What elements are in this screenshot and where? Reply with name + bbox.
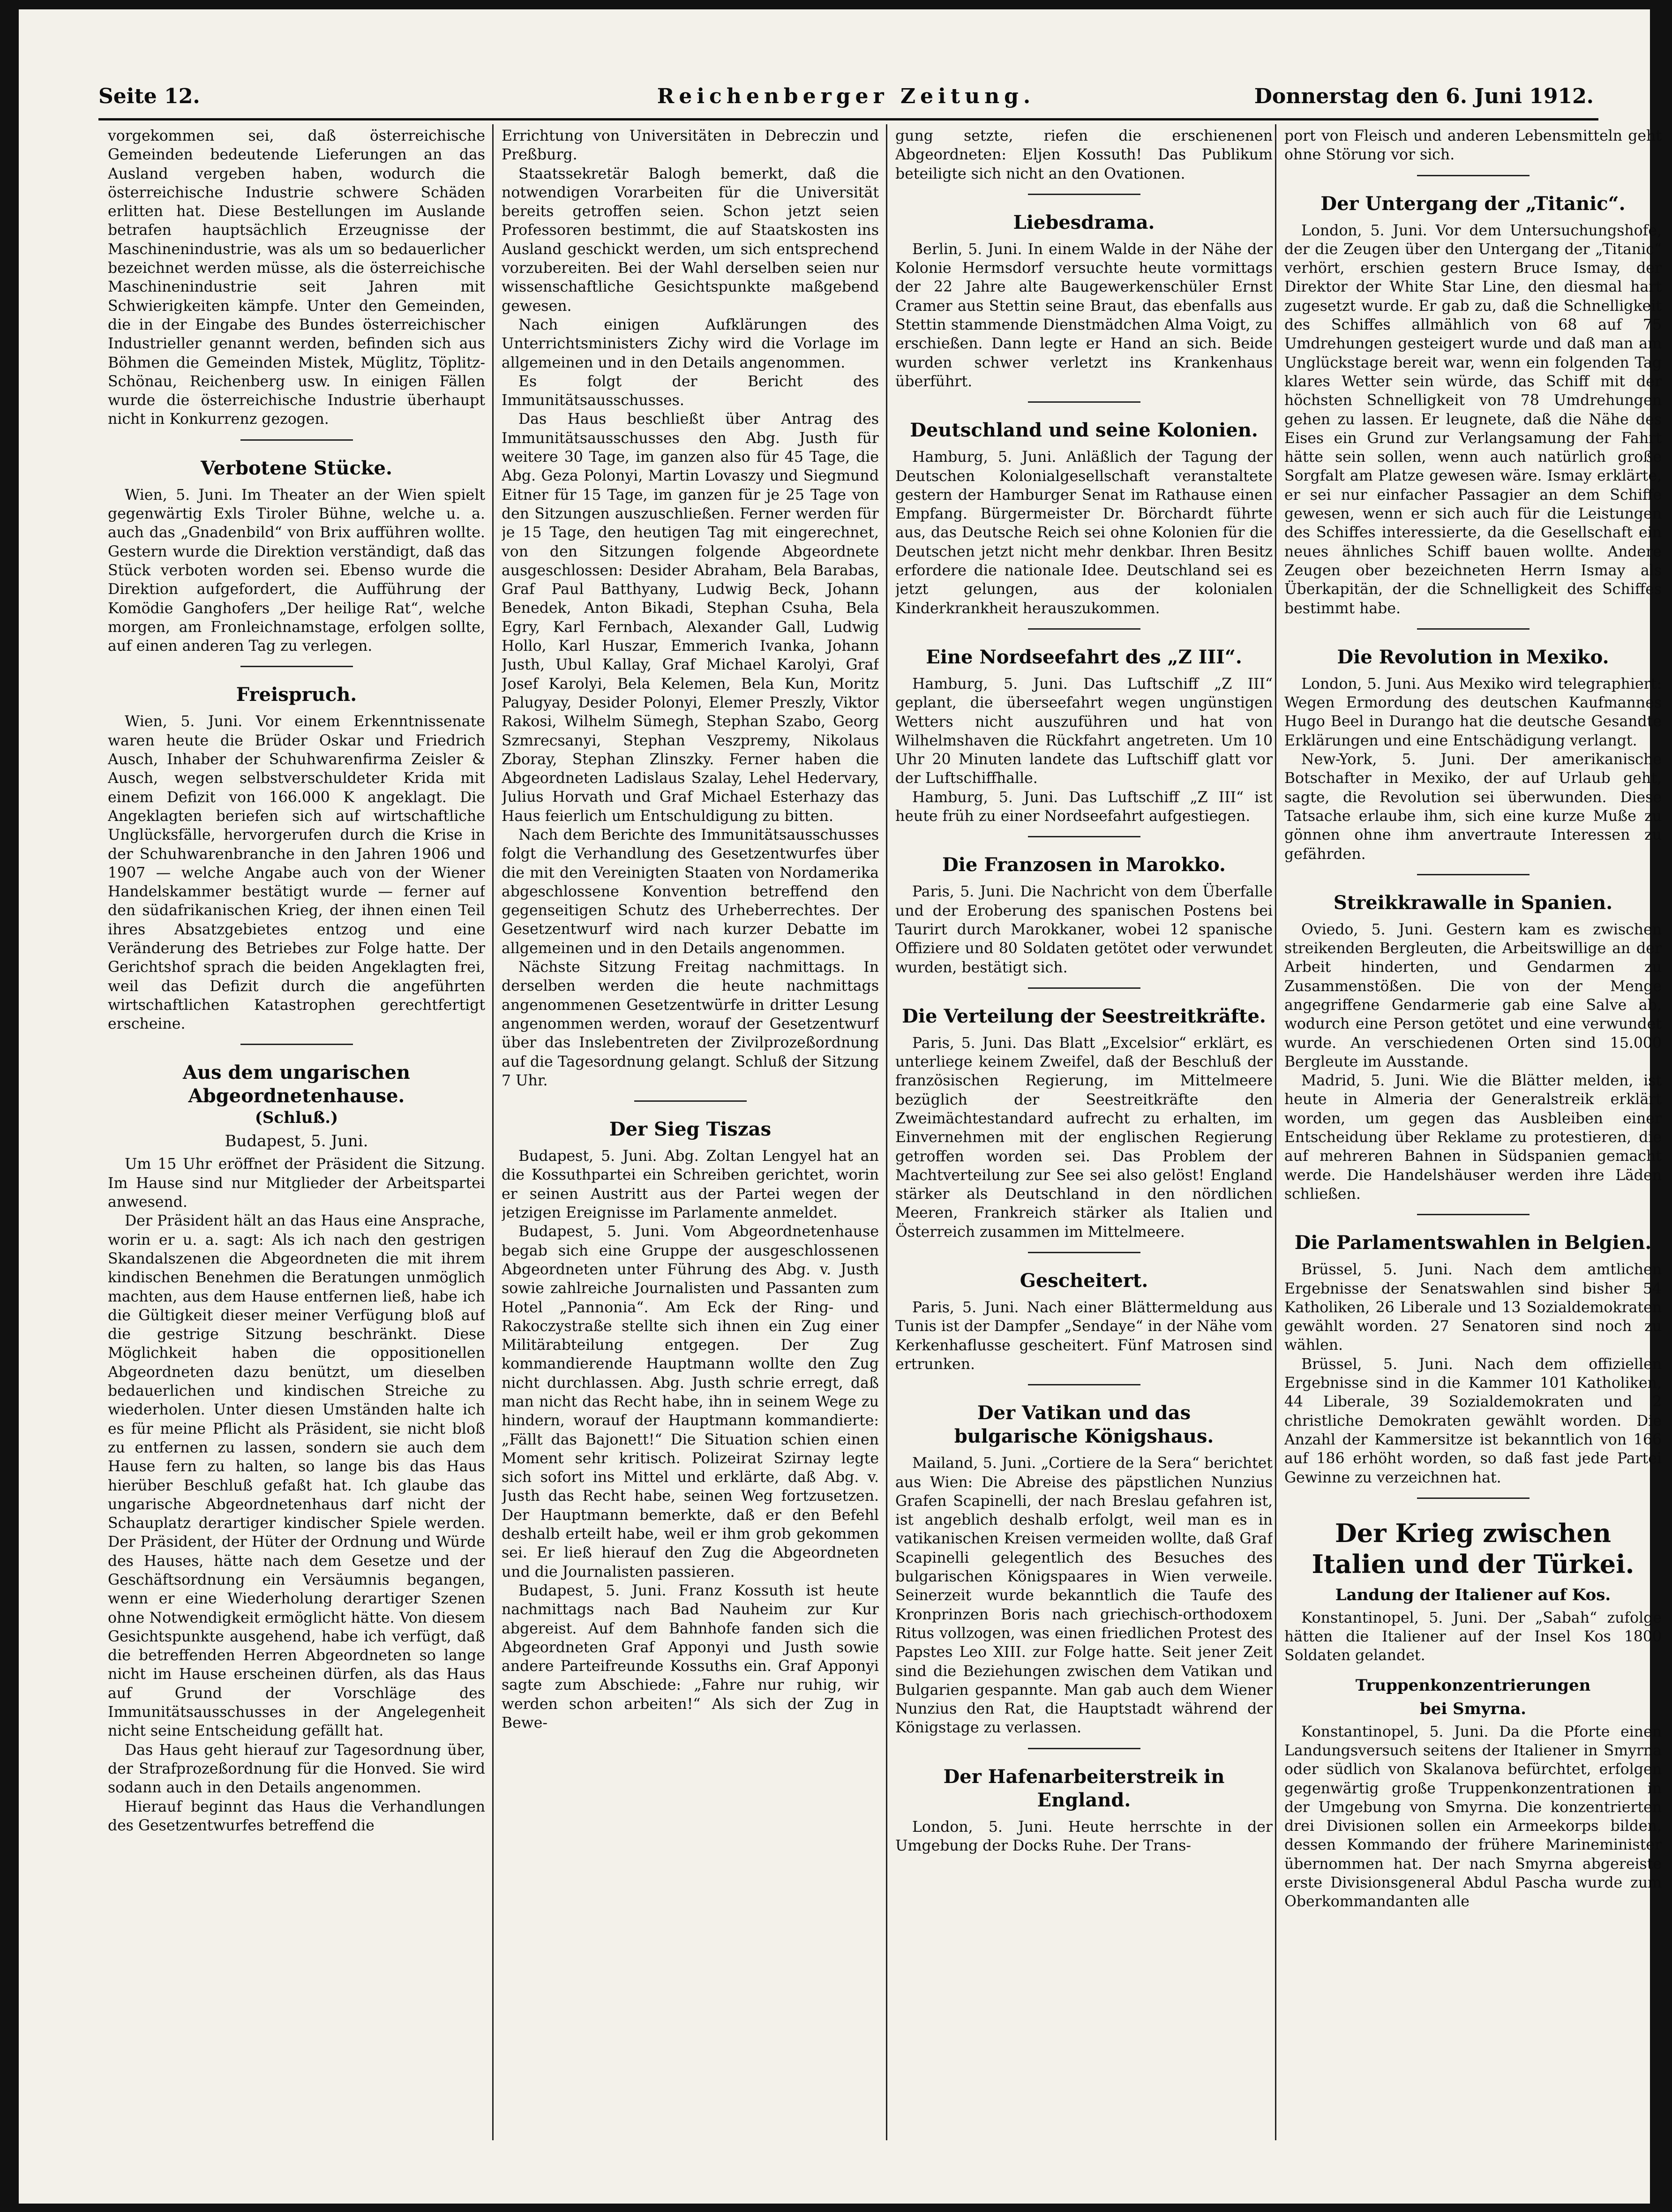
paragraph: London, 5. Juni. Vor dem Untersuchungshofe, der die Zeugen über den Untergang der „Titanic“ verhört, erschien gestern Bruce Ismay, der Direktor der White Star Line, den diesmal hart zugesetzt wurde. Er gab zu, daß die Schnelligkeit des Schiffes allmählich von 68 auf 75 Umdrehungen gesteigert wurde und daß man am Unglückstage bereit war, wenn ein folgenden Tag klares Wetter sein würde, das Schiff mit der höchsten Schnelligkeit von 78 Umdrehungen gehen zu lassen. Er leugnete, daß die Nähe des Eises ein Grund zur Verlangsamung der Fahrt hätte sein sollen, wenn auch natürlich große Sorgfalt am Platze gewesen wäre. Ismay erklärte, er sei nur einfacher Passagier an dem Schiffe gewesen, wenn er sich auch für die Leistungen des Schiffes interessierte, da die Gesellschaft ein neues ähnliches Schiff bauen wollte. Andere Zeugen ober bezeichneten Herrn Ismay als Überkapitän, der die Schnelligkeit des Schiffes bestimmt habe. [1284,222,1662,617]
headline: Die Parlamentswahlen in Belgien. [1294,1232,1652,1254]
headline: Der Hafenarbeiterstreik in England. [943,1765,1225,1811]
paragraph: Budapest, 5. Juni. Franz Kossuth ist heute nachmittags nach Bad Nauheim zur Kur abgereist. Auf dem Bahnhofe fanden sich die Abgeordneten Graf Apponyi und Justh sowie andere Parteifreunde Kossuths ein. Graf Apponyi sagte zum Abschiede: „Fahre nur ruhig, wir werden schon arbeiten!“ Als sich der Zug in Bewe- [502,1582,879,1732]
paragraph: vorgekommen sei, daß österreichische Gemeinden bedeutende Lieferungen an das Ausland vergeben haben, wodurch die österreichische Industrie schwere Schäden erlitten hat. Diese Bestellungen im Auslande betrafen hauptsächlich Erzeugnisse der Maschinenindustrie, was als um so bedauerlicher bezeichnet werden müsse, als die österreichische Maschinenindustrie seit Jahren mit Schwierigkeiten kämpfe. Unter den Gemeinden, die in der Eingabe des Bundes österreichischer Industrieller genannt werden, befinden sich aus Böhmen die Gemeinden Mistek, Müglitz, Töplitz-Schönau, Reichenberg usw. In einigen Fällen wurde die österreichische Industrie überhaupt nicht in Konkurrenz gezogen. [108,128,485,428]
paragraph: Budapest, 5. Juni. Abg. Zoltan Lengyel hat an die Kossuthpartei ein Schreiben gerichtet, worin er seinen Austritt aus der Partei wegen der jetzigen Ereignisse im Parlamente anmeldet. [502,1148,879,1222]
article-separator [1028,194,1140,195]
paragraph: Es folgt der Bericht des Immunitätsausschusses. [502,373,879,409]
column-3 [895,127,1273,2133]
paragraph: Hierauf beginnt das Haus die Verhandlungen des Gesetzentwurfes betreffend die [108,1798,485,1834]
paragraph: New-York, 5. Juni. Der amerikanische Botschafter in Mexiko, der auf Urlaub geht, sagte, die Revolution sei überwunden. Diese Tatsache erlaube ihm, sich eine kurze Muße zu gönnen ohne ihm anvertraute Interessen zu gefährden. [1284,751,1662,863]
column-4 [1284,127,1662,2133]
page-header [98,84,1594,117]
article-separator [1028,836,1140,837]
paragraph: Der Präsident hält an das Haus eine Ansprache, worin er u. a. sagt: Als ich nach den gestrigen Skandalszenen die Abgeordneten die mit ihrem kindischen Benehmen die Beratungen unmöglich machten, aus dem Hause entfernen ließ, habe ich die Gültigkeit dieser meiner Verfügung bloß auf die gestrige Sitzung beschränkt. Diese Möglichkeit haben die oppositionellen Abgeordneten dazu benützt, um dieselben bedauerlichen und kindischen Streiche zu wiederholen. Unter diesen Umständen halte ich es für meine Pflicht als Präsident, sie nicht bloß zu entfernen zu lassen, sondern sie auch dem Hause fern zu halten, so lange bis das Haus hierüber Beschluß gefaßt hat. Ich glaube das ungarische Abgeordnetenhaus darf nicht der Schauplatz derartiger kindischer Spiele werden. Der Präsident, der Hüter der Ordnung und Würde des Hauses, hätte nach dem Gesetze und der Geschäftsordnung ein Versäumnis begangen, wenn er eine Wiederholung derartiger Szenen ohne Notwendigkeit ermöglicht hätte. Von diesem Gesichtspunkte ausgehend, habe ich verfügt, daß die betreffenden Herren Abgeordneten so lange nicht im Hause erscheinen dürfen, als das Haus auf Grund der Vorschläge des Immunitätsausschusses in der Angelegenheit nicht seine Entscheidung gefällt hat. [108,1212,485,1740]
column-2 [502,127,879,2133]
article-separator [1028,628,1140,630]
headline: Liebesdrama. [1013,211,1155,233]
paragraph: Budapest, 5. Juni. Vom Abgeordnetenhause begab sich eine Gruppe der ausgeschlossenen Abgeordneten unter Führung des Abg. v. Justh sowie zahlreiche Journalisten und Passanten zum Hotel „Pannonia“. Am Eck der Ring- und Rakoczystraße stellte sich ihnen ein Zug einer Militärabteilung entgegen. Der Zug kommandierende Hauptmann wollte den Zug nicht durchlassen. Abg. Justh schrie erregt, daß man nicht das Recht habe, ihn in seinem Wege zu hindern, worauf der Hauptmann kommandierte: „Fällt das Bajonett!“ Die Situation schien einen Moment sehr kritisch. Polizeirat Szirnay legte sich sofort ins Mittel und erklärte, daß Abg. v. Justh das Recht habe, seinen Weg fortzusetzen. Der Hauptmann bemerkte, daß er den Befehl deshalb erteilt habe, weil er ihm grob gekommen sei. Er ließ hierauf den Zug die Abgeordneten und die Journalisten passieren. [502,1223,879,1580]
column-divider [886,124,887,2140]
headline: Deutschland und seine Kolonien. [910,419,1258,442]
paragraph: Hamburg, 5. Juni. Das Luftschiff „Z III“ ist heute früh zu einer Nordseefahrt aufgestiegen. [895,789,1273,825]
article-separator [1028,1252,1140,1253]
headline: Gescheitert. [1020,1270,1148,1292]
paragraph: Brüssel, 5. Juni. Nach dem offiziellen Ergebnisse sind in die Kammer 101 Katholiken, 44 Liberale, 39 Sozialdemokraten und 2 christliche Demokraten gewählt worden. Die Anzahl der Kammersitze ist bekanntlich von 166 auf 186 erhöht worden, so daß fast jede Partei Gewinne zu verzeichnen hat. [1284,1355,1662,1486]
paragraph: Berlin, 5. Juni. In einem Walde in der Nähe der Kolonie Hermsdorf versuchte heute vormittags der 22 Jahre alte Baugewerkenschüler Ernst Cramer aus Stettin seine Braut, das ebenfalls aus Stettin stammende Dienstmädchen Alma Voigt, zu erschießen. Dann legte er Hand an sich. Beide wurden schwer verletzt ins Krankenhaus überführt. [895,241,1273,390]
paragraph: Madrid, 5. Juni. Wie die Blätter melden, ist heute in Almeria der Generalstreik erklärt worden, um gegen das Ausbleiben einer Entscheidung über Reklame zu protestieren, die auf mehreren Bahnen in Südspanien gemacht werde. Die Handelshäuser werden ihre Läden schließen. [1284,1072,1662,1203]
paragraph: London, 5. Juni. Heute herrschte in der Umgebung der Docks Ruhe. Der Trans- [895,1818,1273,1854]
article-separator [1417,874,1530,875]
headline: Freispruch. [236,684,357,706]
paragraph: Wien, 5. Juni. Im Theater an der Wien spielt gegenwärtig Exls Tiroler Bühne, welche u. a. auch das „Gnadenbild“ von Brix aufführen wollte. Gestern wurde die Direktion verständigt, daß das Stück verboten worden sei. Ebenso wurde die Direktion aufgefordert, die Aufführung der Komödie Ganghofers „Der heilige Rat“, welche morgen, am Fronleichnamstage, erfolgen sollte, auf einen anderen Tag zu verlegen. [108,486,485,655]
paragraph: Paris, 5. Juni. Die Nachricht von dem Überfalle und der Eroberung des spanischen Postens bei Taurirt durch Marokkaner, wobei 12 spanische Offiziere und 80 Soldaten getötet oder verwundet wurden, bestätigt sich. [895,883,1273,976]
paragraph: Oviedo, 5. Juni. Gestern kam es zwischen streikenden Bergleuten, die Arbeitswillige an der Arbeit hinderten, und Gendarmen zu Zusammenstößen. Die von der Menge angegriffene Gendarmerie gab eine Salve ab, wodurch eine Person getötet und eine verwundet wurde. An verschiedenen Orten sind 15.000 Bergleute im Ausstande. [1284,921,1662,1070]
headline-sub: Landung der Italiener auf Kos. [1335,1585,1611,1604]
article-separator [1417,175,1530,176]
headline: Italien und der Türkei. [1312,1549,1635,1579]
headline: Die Franzosen in Marokko. [942,854,1226,876]
paragraph: Konstantinopel, 5. Juni. Der „Sabah“ zufolge hätten die Italiener auf der Insel Kos 1800 Soldaten gelandet. [1284,1609,1662,1664]
paragraph: gung setzte, riefen die erschienenen Abgeordneten: Eljen Kossuth! Das Publikum beteiligte sich nicht an den Ovationen. [895,128,1273,182]
article-separator [1417,1497,1530,1499]
column-divider [492,124,494,2140]
paragraph: Um 15 Uhr eröffnet der Präsident die Sitzung. Im Hause sind nur Mitglieder der Arbeitspartei anwesend. [108,1156,485,1211]
newspaper-page [19,9,1662,2204]
headline: Aus dem ungarischen Abgeordnetenhause. [182,1061,411,1107]
article-separator [1417,1214,1530,1215]
paragraph: Paris, 5. Juni. Das Blatt „Excelsior“ erklärt, es unterliege keinem Zweifel, daß der Beschluß der französischen Regierung, im Mittelmeere bezüglich der Seestreitkräfte den Zweimächtestandard aufrecht zu erhalten, im Einvernehmen mit der englischen Regierung getroffen worden sei. Das Problem der Machtverteilung zur See sei also gelöst! England stärker als Deutschland in den nördlichen Meeren, Frankreich stärker als Italien und Österreich zusammen im Mittelmeere. [895,1034,1273,1241]
headline-sub: bei Smyrna. [1420,1699,1526,1718]
paragraph: Das Haus geht hierauf zur Tagesordnung über, der Strafprozeßordnung für die Honved. Sie wird sodann auch in den Details angenommen. [108,1741,485,1797]
headline: Die Revolution in Mexiko. [1337,646,1609,668]
article-separator [1028,987,1140,989]
article-separator [240,666,353,667]
paragraph: Nach dem Berichte des Immunitätsausschusses folgt die Verhandlung des Gesetzentwurfes über die mit den Vereinigten Staaten von Nordamerika abgeschlossene Konvention betreffend den gegenseitigen Schutz des Urheberrechtes. Der Gesetzentwurf wird nach kurzer Debatte im allgemeinen und in den Details angenommen. [502,826,879,957]
paragraph: Paris, 5. Juni. Nach einer Blättermeldung aus Tunis ist der Dampfer „Sendaye“ in der Nähe vom Kerkenhaflusse gescheitert. Fünf Matrosen sind ertrunken. [895,1299,1273,1373]
headline: Eine Nordseefahrt des „Z III“. [926,646,1242,668]
article-separator [1028,1384,1140,1385]
page-number: Seite 12. [98,84,200,108]
newspaper-title: Reichenberger Zeitung. [657,84,1035,108]
paragraph: Hamburg, 5. Juni. Das Luftschiff „Z III“ geplant, die überseefahrt wegen ungünstigen Wetters nicht auszuführen und hat von Wilhelmshaven die Rückfahrt angetreten. Um 10 Uhr 20 Minuten landete das Luftschiff glatt vor der Luftschiffhalle. [895,675,1273,787]
headline: Der Vatikan und das [977,1402,1191,1424]
headline: Der Krieg zwischen [1335,1518,1612,1548]
headline: Die Verteilung der Seestreitkräfte. [902,1005,1266,1027]
headline-sub: Truppenkonzentrierungen [1355,1676,1591,1695]
article-separator [634,1100,747,1102]
paragraph: London, 5. Juni. Aus Mexiko wird telegraphiert: Wegen Ermordung des deutschen Kaufmannes Hugo Beel in Durango hat die deutsche Gesandte Erklärungen und eine Entschädigung verlangt. [1284,675,1662,749]
article-separator [1417,628,1530,630]
article-separator [1028,1748,1140,1749]
headline: bulgarische Königshaus. [954,1425,1214,1448]
issue-date: Donnerstag den 6. Juni 1912. [1254,84,1594,108]
headline-sub: (Schluß.) [255,1108,338,1128]
headline: Streikkrawalle in Spanien. [1333,891,1613,914]
headline: Der Untergang der „Titanic“. [1320,192,1626,215]
paragraph: Nach einigen Aufklärungen des Unterrichtsministers Zichy wird die Vorlage im allgemeinen und in den Details angenommen. [502,316,879,371]
paragraph: port von Fleisch und anderen Lebensmitteln geht ohne Störung vor sich. [1284,128,1662,164]
paragraph: Mailand, 5. Juni. „Cortiere de la Sera“ berichtet aus Wien: Die Abreise des päpstlichen Nunzius Grafen Scapinelli, der nach Breslau gefahren ist, ist angeblich deshalb erfolgt, weil man es in vatikanischen Kreisen vermeiden wollte, daß Graf Scapinelli gelegentlich des Besuches des bulgarischen Königspaares in Wien verweile. Seinerzeit wurde bekanntlich die Taufe des Kronprinzen Boris nach griechisch-orthodoxem Ritus vollzogen, was einen friedlichen Protest des Papstes Leo XIII. zur Folge hatte. Seit jener Zeit sind die Beziehungen zwischen dem Vatikan und Bulgarien gespannte. Man gab auch dem Wiener Nunzius den Rat, die Hauptstadt während der Königstage zu verlassen. [895,1455,1273,1737]
paragraph: Das Haus beschließt über Antrag des Immunitätsausschusses den Abg. Justh für weitere 30 Tage, im ganzen also für 45 Tage, die Abg. Geza Polonyi, Martin Lovaszy und Siegmund Eitner für 15 Tage, im ganzen für je 25 Tage von den Sitzungen auszuschließen. Ferner werden für je 15 Tage, den heutigen Tag mit eingerechnet, von den Sitzungen folgende Abgeordnete ausgeschlossen: Desider Abraham, Bela Barabas, Graf Paul Batthyany, Ludwig Beck, Johann Benedek, Anton Bikadi, Stephan Csuha, Bela Egry, Karl Fernbach, Alexander Gall, Ludwig Hollo, Karl Huszar, Emmerich Ivanka, Johann Justh, Ubul Kallay, Graf Michael Karolyi, Graf Josef Karolyi, Bela Kelemen, Bela Kun, Moritz Palugyay, Desider Polonyi, Elemer Preszly, Viktor Rakosi, Wilhelm Sümegh, Stephan Szabo, Georg Szmrecsanyi, Stephan Veszpremy, Nikolaus Zboray, Stephan Zlinszky. Ferner haben die Abgeordneten Ladislaus Szalay, Lehel Hedervary, Julius Horvath und Graf Michael Esterhazy das Haus feierlich um Entschuldigung zu bitten. [502,411,879,825]
paragraph: Brüssel, 5. Juni. Nach dem amtlichen Ergebnisse der Senatswahlen sind bisher 54 Katholiken, 26 Liberale und 13 Sozialdemokraten gewählt worden. 27 Senatoren sind noch zu wählen. [1284,1261,1662,1354]
column-divider [1275,124,1276,2140]
paragraph: Wien, 5. Juni. Vor einem Erkenntnissenate waren heute die Brüder Oskar und Friedrich Ausch, Inhaber der Schuhwarenfirma Zeisler & Ausch, wegen selbstverschuldeter Krida mit einem Defizit von 166.000 K angeklagt. Die Angeklagten beriefen sich auf wirtschaftliche Unglücksfälle, hervorgerufen durch die Krise in der Schuhwarenbranche in den Jahren 1906 und 1907 — welche Angabe auch von der Wiener Handelskammer bestätigt wurde — ferner auf den südafrikanischen Krieg, der ihnen einen Teil ihres Absatzgebietes entzog und eine Veränderung des Betriebes zur Folge hatte. Der Gerichtshof sprach die beiden Angeklagten frei, weil das Defizit durch die angeführten wirtschaftlichen Katastrophen gerechtfertigt erscheine. [108,713,485,1033]
header-rule [98,118,1598,120]
headline: Verbotene Stücke. [201,457,392,479]
paragraph: Staatssekretär Balogh bemerkt, daß die notwendigen Vorarbeiten für die Universität bereits getroffen seien. Schon jetzt seien Professoren bestimmt, die auf Staatskosten ins Ausland geschickt werden, um sich entsprechend vorzubereiten. Bei der Wahl derselben seien nur wissenschaftliche Gesichtspunkte maßgebend gewesen. [502,165,879,315]
column-1 [108,127,485,2133]
paragraph: Nächste Sitzung Freitag nachmittags. In derselben werden die heute nachmittags angenommenen Gesetzentwürfe in dritter Lesung angenommen werden, worauf der Gesetzentwurf über das Inslebentreten der Zivilprozeßordnung auf die Tagesordnung gelangt. Schluß der Sitzung 7 Uhr. [502,959,879,1089]
paragraph: Hamburg, 5. Juni. Anläßlich der Tagung der Deutschen Kolonialgesellschaft veranstaltete gestern der Hamburger Senat im Rathause einen Empfang. Bürgermeister Dr. Börchardt führte aus, das Deutsche Reich sei ohne Kolonien für die Deutschen jetzt nicht mehr denkbar. Ihren Besitz erfordere die nationale Idee. Deutschland sei es jetzt gelungen, aus der kolonialen Kinderkrankheit herauszukommen. [895,449,1273,617]
article-separator [240,1044,353,1045]
paragraph: Konstantinopel, 5. Juni. Da die Pforte einen Landungsversuch seitens der Italiener in Smyrna oder südlich von Skalanova befürchtet, erfolgen gegenwärtig große Truppenkonzentrationen in der Umgebung von Smyrna. Die konzentrierten drei Divisionen sollen ein Armeekorps bilden, dessen Kommando der frühere Marineminister übernommen hat. Der nach Smyrna abgereiste erste Divisionsgeneral Abdul Pascha wurde zum Oberkommandanten alle [1284,1723,1662,1911]
article-separator [240,439,353,441]
headline: Der Sieg Tiszas [609,1118,772,1141]
article-separator [1028,401,1140,403]
paragraph: Errichtung von Universitäten in Debreczin und Preßburg. [502,128,879,164]
dateline: Budapest, 5. Juni. [225,1132,368,1151]
